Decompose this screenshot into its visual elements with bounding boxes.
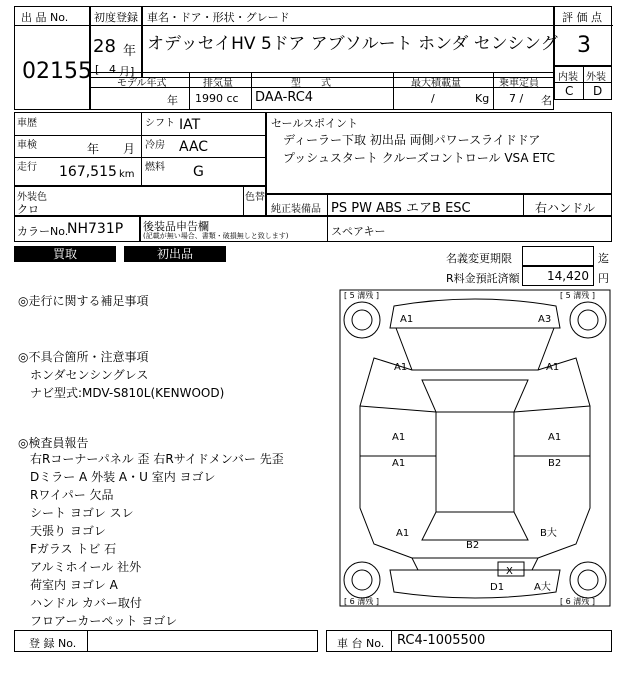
inspector-item: シート ヨゴレ スレ: [30, 506, 134, 520]
tyre-depth-br: [ 6 溝残 ]: [560, 597, 595, 606]
rear-glass-outline: [422, 512, 528, 540]
genuine-box: [266, 194, 612, 216]
reg-month-unit: 月]: [119, 65, 135, 78]
recycle-unit: 円: [598, 272, 609, 285]
color-no-label: カラーNo.: [17, 225, 69, 238]
aftermarket-value: スペアキー: [331, 225, 386, 238]
sales-point-line2: プッシュスタート クルーズコントロール VSA ETC: [283, 151, 556, 165]
shift-value: IAT: [179, 117, 201, 133]
name-label: 車名・ドア・形状・グレード: [147, 11, 290, 24]
inspector-item: Fガラス トビ 石: [30, 542, 117, 556]
damage-mark: A3: [538, 314, 552, 325]
recycle-amount: 14,420: [547, 269, 589, 283]
aftermarket-box: [140, 216, 612, 242]
exterior-label: 外装: [586, 72, 606, 83]
inspection-label: 車検: [17, 140, 37, 151]
name-box: [142, 6, 558, 78]
genuine-label: 純正装備品: [271, 204, 321, 215]
inspector-item: Dミラー A 外装 A・U 室内 ヨゴレ: [30, 470, 216, 484]
first-reg-box: [90, 6, 142, 78]
chassis-value: RC4-1005500: [397, 633, 486, 648]
tyre-rl-icon: [344, 562, 380, 598]
tyre-fl-icon: [344, 302, 380, 338]
lot-box: [14, 6, 90, 110]
sales-point-box: [266, 112, 612, 194]
damage-mark: B2: [548, 458, 562, 469]
inspector-item: フロアーカーペット ヨゴレ: [30, 614, 178, 628]
fuel-value: G: [193, 164, 204, 180]
interior-grade: C: [565, 84, 574, 98]
damage-mark: A大: [534, 582, 551, 593]
damage-mark: B2: [466, 540, 480, 551]
model-code: DAA-RC4: [255, 90, 314, 105]
reg-year-unit: 年: [123, 44, 137, 59]
inspection-month: 月: [123, 142, 136, 156]
car-damage-diagram: [338, 288, 612, 608]
recycle-box: [522, 266, 594, 286]
capacity-unit: 名: [541, 94, 552, 107]
damage-mark: X: [506, 566, 513, 577]
reg-month-open: [: [95, 63, 100, 76]
damage-mark: B大: [540, 528, 557, 539]
tyre-depth-tl: [ 5 溝残 ]: [344, 291, 379, 300]
mileage-value: 167,515: [59, 164, 117, 180]
mileage-unit: km: [119, 169, 135, 180]
max-load-label: 最大積載量: [411, 78, 461, 89]
lot-label: 出 品 No.: [21, 11, 69, 24]
inspector-item: アルミホイール 社外: [30, 560, 142, 574]
ac-value: AAC: [179, 139, 209, 155]
displacement-value: 1990 cc: [195, 92, 239, 105]
defects-title: ◎不具合箇所・注意事項: [18, 350, 149, 364]
capacity-label: 乗車定員: [499, 78, 539, 89]
inspector-item: 荷室内 ヨゴレ A: [30, 578, 118, 592]
interior-label: 内装: [558, 72, 578, 83]
color-change-label: 色替: [245, 192, 265, 203]
name-change-box: [522, 246, 594, 266]
damage-mark: A1: [394, 362, 408, 373]
score-value: 3: [577, 33, 591, 58]
max-load-value: /: [431, 92, 435, 105]
score-box: [554, 6, 612, 66]
defect-item: ナビ型式:MDV-S810L(KENWOOD): [30, 386, 225, 400]
name-change-label: 名義変更期限: [446, 252, 512, 265]
inspector-title: ◎検査員報告: [18, 436, 89, 450]
hood-outline: [396, 328, 554, 370]
roof-outline: [436, 412, 514, 512]
buy-button[interactable]: 買取: [14, 246, 116, 262]
ext-color-value: クロ: [17, 203, 39, 216]
model-year-unit: 年: [167, 94, 178, 107]
tyre-depth-tr: [ 5 溝残 ]: [560, 291, 595, 300]
mileage-label: 走行: [17, 162, 37, 173]
tyre-rr-icon: [570, 562, 606, 598]
recycle-label: R料金預託済額: [446, 272, 520, 285]
sales-point-line1: ディーラー下取 初出品 両側パワースライドドア: [283, 133, 541, 147]
damage-mark: A1: [392, 458, 406, 469]
chassis-box: [326, 630, 612, 652]
displacement-label: 排気量: [203, 78, 233, 89]
exterior-grade: D: [593, 84, 603, 98]
specs-row: [90, 72, 554, 110]
front-bumper-outline: [390, 299, 560, 328]
inspector-item: ハンドル カバー取付: [30, 596, 142, 610]
inspector-item: 天張り ヨゴレ: [30, 524, 106, 538]
aftermarket-note: (記載が無い場合、書類・破損無しと致します): [143, 232, 289, 240]
max-load-unit: Kg: [475, 92, 490, 105]
color-no-value: NH731P: [67, 221, 124, 237]
color-no-box: [14, 216, 140, 242]
sales-point-label: セールスポイント: [271, 117, 359, 130]
damage-mark: A1: [546, 362, 560, 373]
reg-no-label: 登 録 No.: [29, 637, 77, 650]
type-label: 型 式: [291, 78, 331, 89]
inspection-year: 年: [87, 142, 100, 156]
model-year-label: モデル年式: [117, 78, 167, 89]
first-listing-button[interactable]: 初出品: [124, 246, 226, 262]
details-left: [14, 112, 266, 186]
car-name: オデッセイHV 5ドア アブソルート ホンダ センシング: [147, 34, 558, 54]
reg-no-box: [14, 630, 318, 652]
damage-mark: A1: [400, 314, 414, 325]
ac-label: 冷房: [145, 140, 165, 151]
ext-color-label: 外装色: [17, 192, 47, 203]
handle-value: 右ハンドル: [535, 201, 596, 215]
defect-item: ホンダセンシングレス: [30, 368, 149, 382]
aftermarket-label: 後装品申告欄: [143, 220, 209, 233]
reg-year: 28: [93, 36, 116, 57]
tyre-fr-icon: [570, 302, 606, 338]
inspector-item: Rワイパー 欠品: [30, 488, 114, 502]
genuine-value: PS PW ABS エアB ESC: [331, 201, 471, 216]
reg-month: 4: [109, 63, 116, 76]
chassis-label: 車 台 No.: [337, 637, 385, 650]
damage-mark: D1: [490, 582, 505, 593]
damage-mark: A1: [396, 528, 410, 539]
damage-mark: A1: [392, 432, 406, 443]
shift-label: シフト: [145, 118, 175, 129]
tyre-depth-bl: [ 6 溝残 ]: [344, 597, 379, 606]
ext-color-box: [14, 186, 266, 216]
score-label: 評 価 点: [562, 11, 602, 24]
driving-title: ◎走行に関する補足事項: [18, 294, 149, 308]
grade-box: [554, 66, 612, 100]
history-label: 車歴: [17, 118, 37, 129]
capacity-value: 7 /: [509, 92, 524, 105]
name-change-unit: 迄: [598, 252, 609, 265]
inspector-item: 右Rコーナーパネル 歪 右Rサイドメンバー 先歪: [30, 452, 284, 466]
windshield-outline: [422, 380, 528, 412]
fuel-label: 燃料: [145, 162, 165, 173]
first-reg-label: 初度登録: [94, 11, 138, 24]
damage-mark: A1: [548, 432, 562, 443]
lot-number: 02155: [22, 59, 92, 84]
